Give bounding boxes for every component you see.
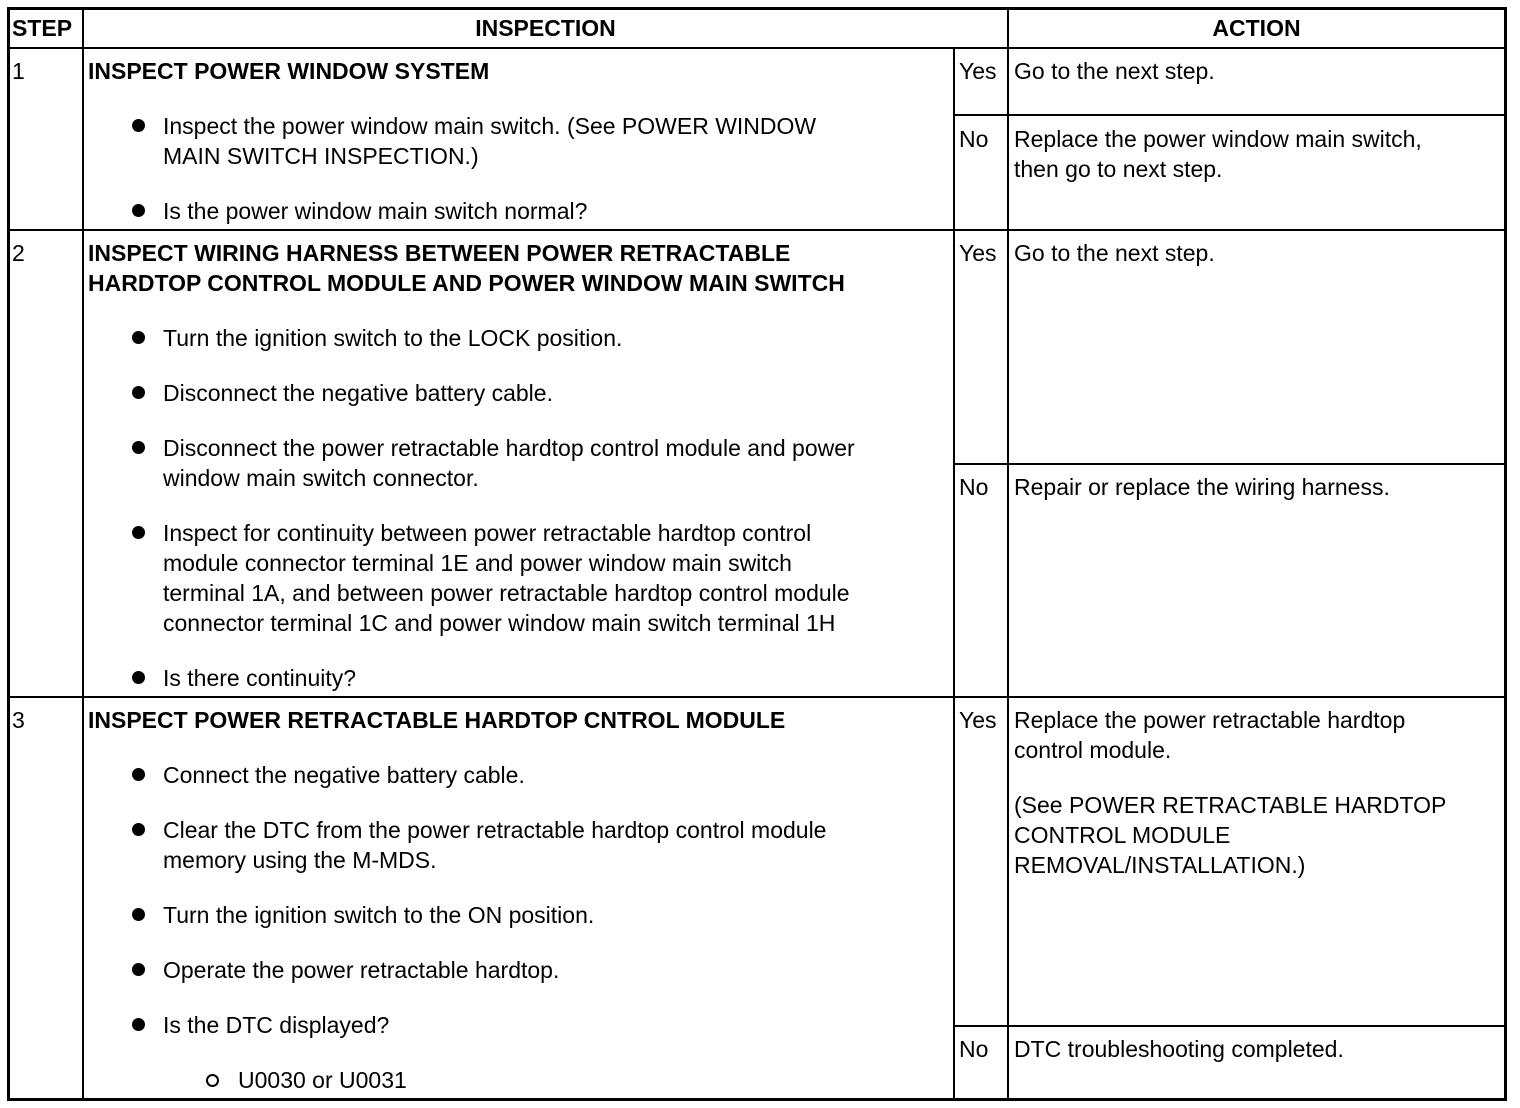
inspection-item: Disconnect the power retractable hardtop control module and power [163,435,855,461]
bullet-icon [132,823,145,836]
inspection-item: memory using the M-MDS. [163,847,437,873]
no-action: then go to next step. [1014,156,1223,182]
bullet-icon [132,908,145,921]
bullet-icon [132,768,145,781]
inspection-item: MAIN SWITCH INSPECTION.) [163,143,479,169]
yes-action-note: (See POWER RETRACTABLE HARDTOP [1014,792,1447,818]
bullet-icon [132,386,145,399]
step-column-divider [82,7,84,1101]
bullet-icon [132,204,145,217]
inspection-column-divider [953,48,955,1101]
yes-action: Go to the next step. [1014,58,1215,84]
inspection-item: module connector terminal 1E and power window main switch [163,550,792,576]
inspection-item: Inspect for continuity between power retractable hardtop control [163,520,812,546]
step-number: 2 [12,240,25,266]
inspection-item: Operate the power retractable hardtop. [163,957,560,983]
step-title: INSPECT WIRING HARNESS BETWEEN POWER RETRACTABLE [88,240,791,266]
step-number: 3 [12,707,25,733]
no-action: Replace the power window main switch, [1014,126,1422,152]
header-inspection: INSPECTION [475,15,616,41]
bullet-icon [132,119,145,132]
yes-action: control module. [1014,737,1172,763]
step-title: INSPECT POWER RETRACTABLE HARDTOP CNTROL MODULE [88,707,786,733]
table-bottom-border [7,1098,1507,1101]
bullet-icon [132,526,145,539]
header-divider [7,47,1507,49]
step3-yes-no-divider [953,1025,1507,1027]
no-label: No [959,1036,989,1062]
row-divider-2-3 [7,696,1507,698]
table-left-border [7,7,10,1101]
step2-yes-no-divider [953,463,1507,465]
yes-action: Go to the next step. [1014,240,1215,266]
yes-action-note: CONTROL MODULE [1014,822,1231,848]
inspection-item: Turn the ignition switch to the ON position. [163,902,595,928]
inspection-item: Inspect the power window main switch. (See POWER WINDOW [163,113,817,139]
inspection-question: Is there continuity? [163,665,357,691]
yes-action: Replace the power retractable hardtop [1014,707,1406,733]
bullet-icon [132,331,145,344]
table-right-border [1504,7,1507,1101]
no-label: No [959,474,989,500]
inspection-subitem: U0030 or U0031 [238,1067,407,1093]
yes-action-note: REMOVAL/INSTALLATION.) [1014,852,1306,878]
table-top-border [7,7,1507,10]
inspection-item: Turn the ignition switch to the LOCK position. [163,325,623,351]
inspection-item: Disconnect the negative battery cable. [163,380,553,406]
step-title: HARDTOP CONTROL MODULE AND POWER WINDOW MAIN SWITCH [88,270,845,296]
step1-yes-no-divider [953,114,1507,116]
row-divider-1-2 [7,229,1507,231]
bullet-icon [132,441,145,454]
bullet-icon [132,963,145,976]
inspection-item: window main switch connector. [163,465,479,491]
no-action: Repair or replace the wiring harness. [1014,474,1390,500]
inspection-item: Clear the DTC from the power retractable hardtop control module [163,817,827,843]
action-column-divider [1007,7,1009,1101]
bullet-icon [132,1018,145,1031]
inspection-item: Connect the negative battery cable. [163,762,525,788]
step-title: INSPECT POWER WINDOW SYSTEM [88,58,490,84]
inspection-question: Is the DTC displayed? [163,1012,390,1038]
inspection-question: Is the power window main switch normal? [163,198,588,224]
header-action: ACTION [1212,15,1301,41]
no-label: No [959,126,989,152]
inspection-item: terminal 1A, and between power retractable hardtop control module [163,580,850,606]
inspection-item: connector terminal 1C and power window main switch terminal 1H [163,610,836,636]
no-action: DTC troubleshooting completed. [1014,1036,1344,1062]
header-step: STEP [12,15,73,41]
bullet-icon [132,671,145,684]
yes-label: Yes [959,707,997,733]
yes-label: Yes [959,240,997,266]
step-number: 1 [12,58,25,84]
yes-label: Yes [959,58,997,84]
sub-bullet-icon [206,1074,219,1087]
